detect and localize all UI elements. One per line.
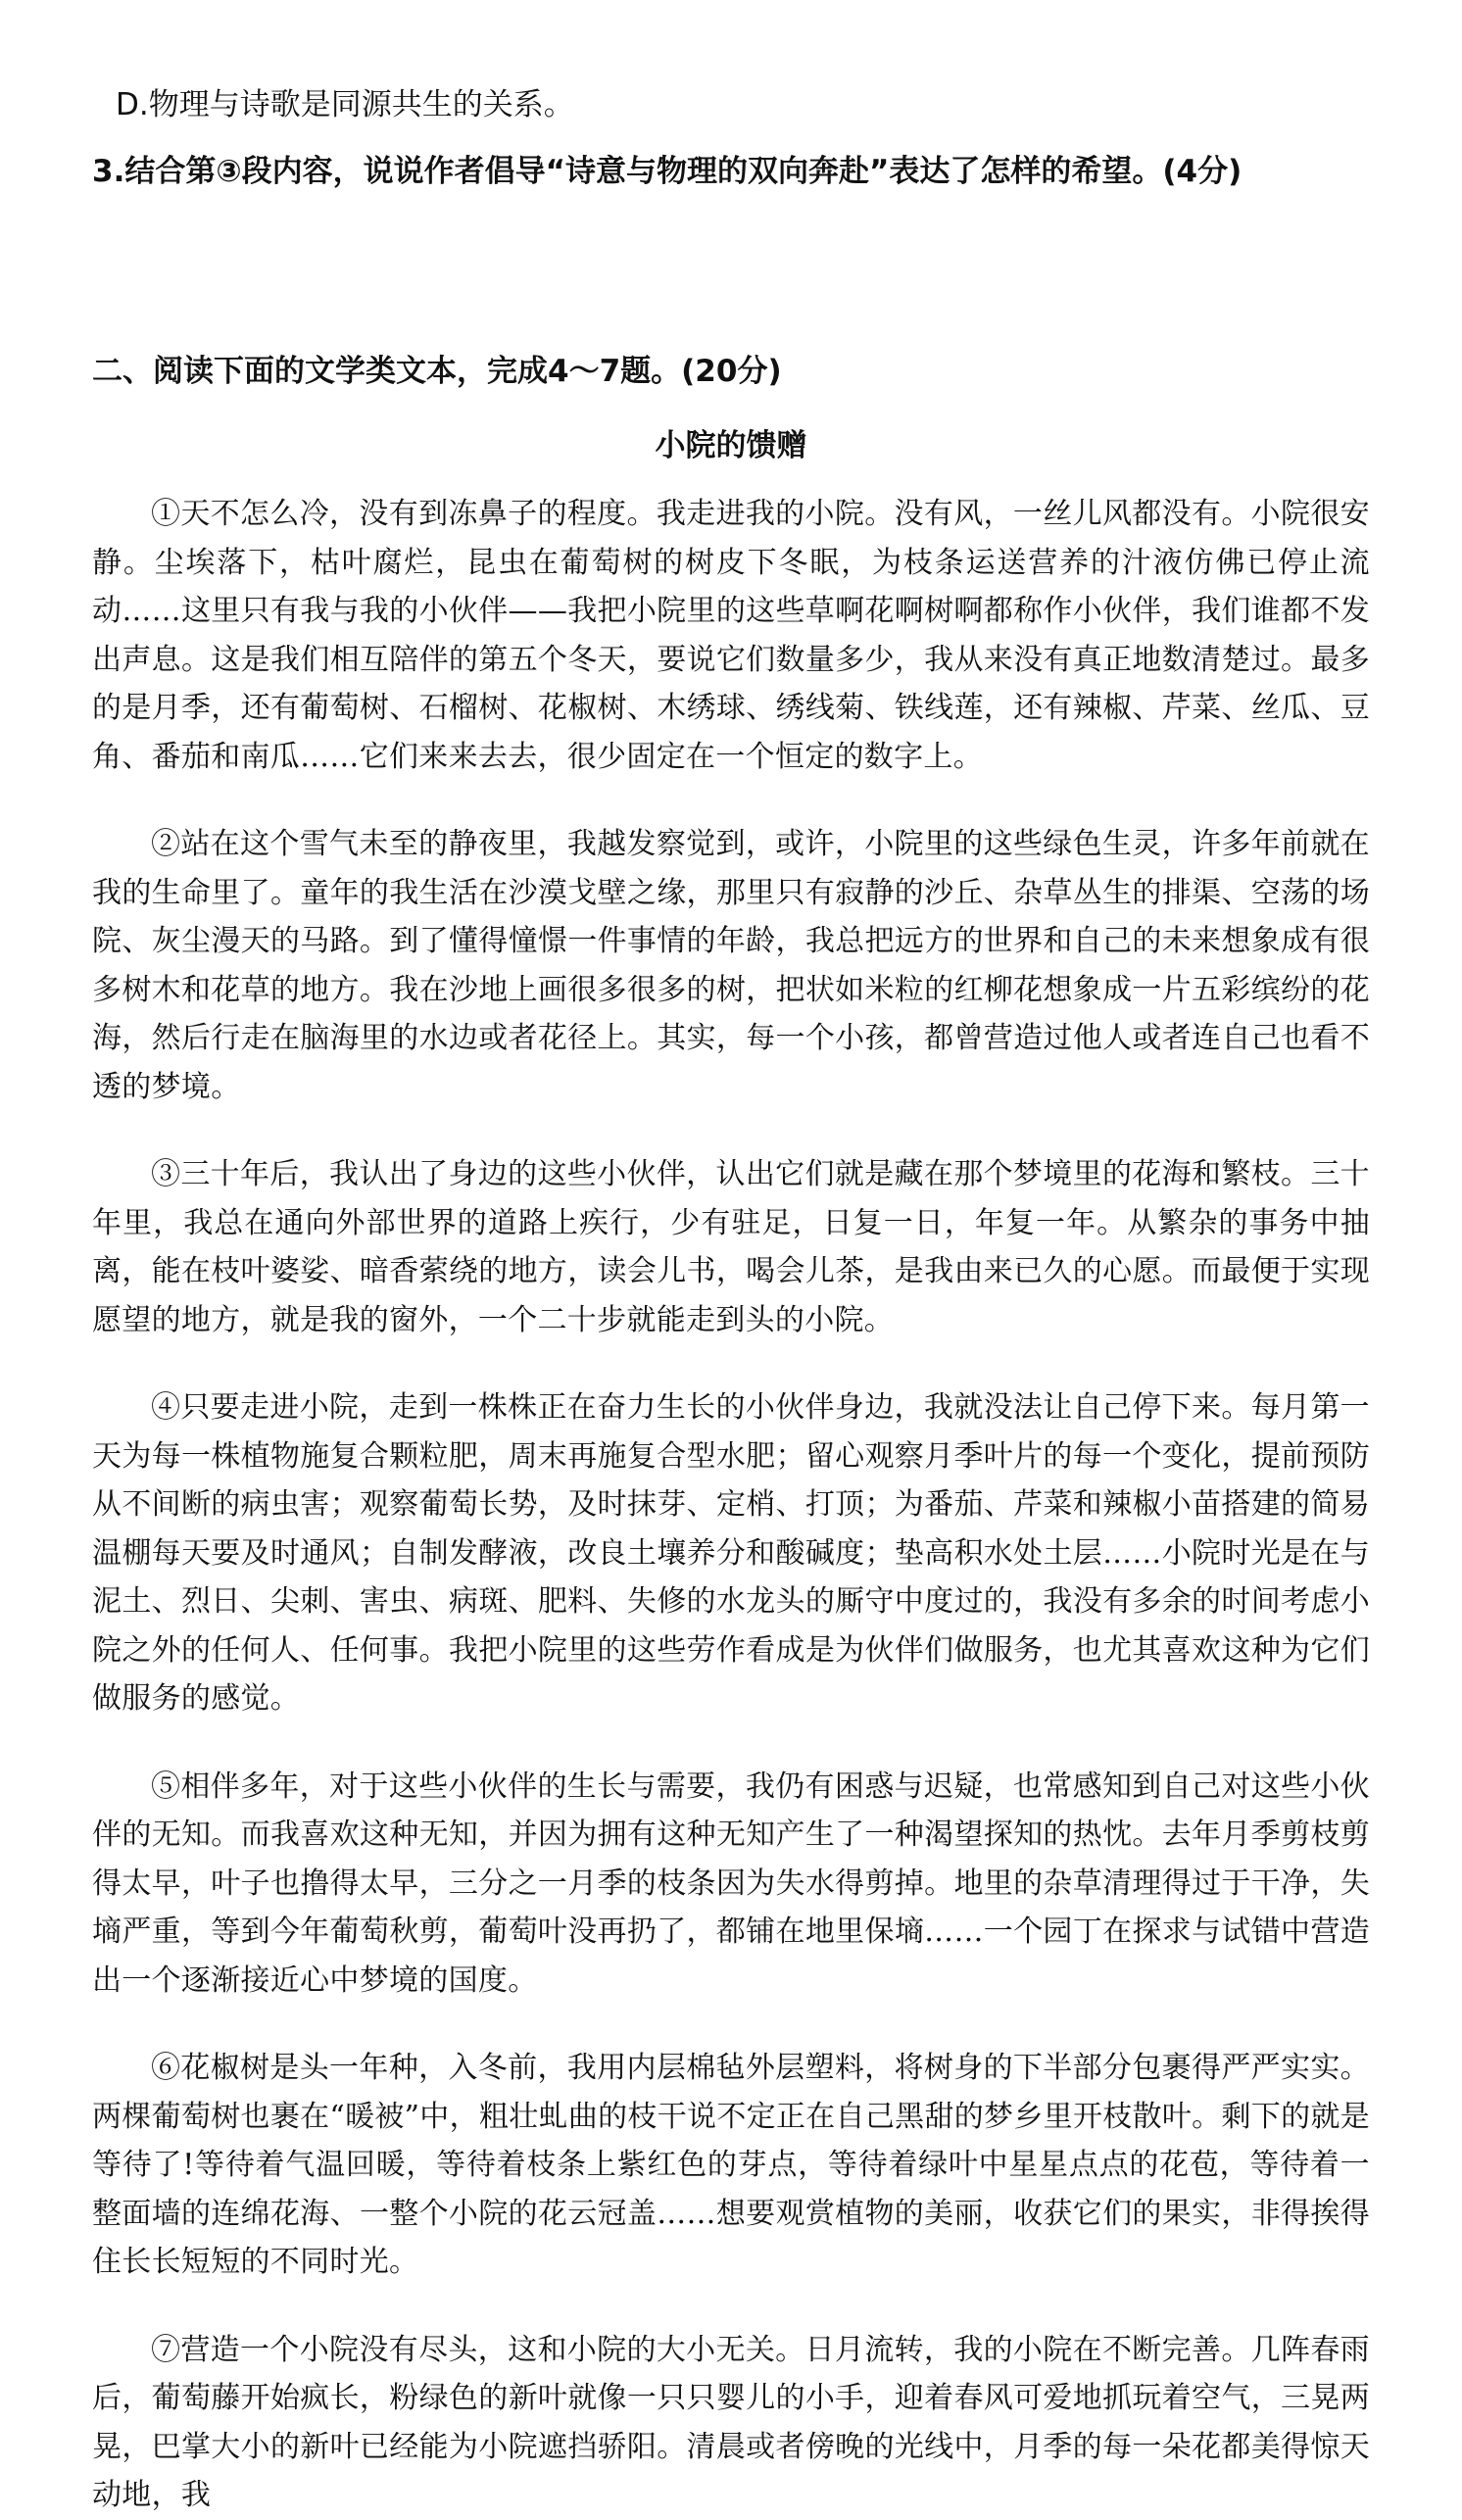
paragraph-1: ①天不怎么冷，没有到冻鼻子的程度。我走进我的小院。没有风，一丝儿风都没有。小院很安静。尘埃落下，枯叶腐烂，昆虫在葡萄树的树皮下冬眠，为枝条运送营养的汁液仿佛已停止流动……这里只有我与我的小伙伴——我把小院里的这些草啊花啊树啊都称作小伙伴，我们谁都不发出声息。这是我们相互陪伴的第五个冬天，要说它们数量多少，我从来没有真正地数清楚过。最多的是月季，还有葡萄树、石榴树、花椒树、木绣球、绣线菊、铁线莲，还有辣椒、芹菜、丝瓜、豆角、番茄和南瓜……它们来来去去，很少固定在一个恒定的数字上。 [92,497,1370,774]
question-3: 3.结合第③段内容，说说作者倡导“诗意与物理的双向奔赴”表达了怎样的希望。(4分) [92,154,1243,189]
paragraph-5: ⑤相伴多年，对于这些小伙伴的生长与需要，我仍有困惑与迟疑，也常感知到自己对这些小伙伴的无知。而我喜欢这种无知，并因为拥有这种无知产生了一种渴望探知的热忱。去年月季剪枝剪得太早，叶子也撸得太早，三分之一月季的枝条因为失水得剪掉。地里的杂草清理得过于干净，失墒严重，等到今年葡萄秋剪，葡萄叶没再扔了，都铺在地里保墒……一个园丁在探求与试错中营造出一个逐渐接近心中梦境的国度。 [92,1769,1370,1998]
article-title: 小院的馈赠 [655,428,807,463]
section-two-heading: 二、阅读下面的文学类文本，完成4～7题。(20分) [92,354,782,389]
paragraph-7: ⑦营造一个小院没有尽头，这和小院的大小无关。日月流转，我的小院在不断完善。几阵春雨后，葡萄藤开始疯长，粉绿色的新叶就像一只只婴儿的小手，迎着春风可爱地抓玩着空气，三晃两晃，巴掌大小的新叶已经能为小院遮挡骄阳。清晨或者傍晚的光线中，月季的每一朵花都美得惊天动地，我 [92,2332,1370,2512]
paragraph-6: ⑥花椒树是头一年种，入冬前，我用内层棉毡外层塑料，将树身的下半部分包裹得严严实实。两棵葡萄树也裹在“暖被”中，粗壮虬曲的枝干说不定正在自己黑甜的梦乡里开枝散叶。剩下的就是等待了!等待着气温回暖，等待着枝条上紫红色的芽点，等待着绿叶中星星点点的花苞，等待着一整面墙的连绵花海、一整个小院的花云冠盖……想要观赏植物的美丽，收获它们的果实，非得挨得住长长短短的不同时光。 [92,2051,1370,2279]
paragraph-3: ③三十年后，我认出了身边的这些小伙伴，认出它们就是藏在那个梦境里的花海和繁枝。三十年里，我总在通向外部世界的道路上疾行，少有驻足，日复一日，年复一年。从繁杂的事务中抽离，能在枝叶婆娑、暗香萦绕的地方，读会儿书，喝会儿茶，是我由来已久的心愿。而最便于实现愿望的地方，就是我的窗外，一个二十步就能走到头的小院。 [92,1157,1370,1337]
paragraph-4: ④只要走进小院，走到一株株正在奋力生长的小伙伴身边，我就没法让自己停下来。每月第一天为每一株植物施复合颗粒肥，周末再施复合型水肥；留心观察月季叶片的每一个变化，提前预防从不间断的病虫害；观察葡萄长势，及时抹芽、定梢、打顶；为番茄、芹菜和辣椒小苗搭建的简易温棚每天要及时通风；自制发酵液，改良土壤养分和酸碱度；垫高积水处土层……小院时光是在与泥土、烈日、尖刺、害虫、病斑、肥料、失修的水龙头的厮守中度过的，我没有多余的时间考虑小院之外的任何人、任何事。我把小院里的这些劳作看成是为伙伴们做服务，也尤其喜欢这种为它们做服务的感觉。 [92,1390,1370,1716]
answer-option-d: D.物理与诗歌是同源共生的关系。 [116,87,574,122]
paragraph-2: ②站在这个雪气未至的静夜里，我越发察觉到，或许，小院里的这些绿色生灵，许多年前就在我的生命里了。童年的我生活在沙漠戈壁之缘，那里只有寂静的沙丘、杂草丛生的排渠、空荡的场院、灰尘漫天的马路。到了懂得憧憬一件事情的年龄，我总把远方的世界和自己的未来想象成有很多树木和花草的地方。我在沙地上画很多很多的树，把状如米粒的红柳花想象成一片五彩缤纷的花海，然后行走在脑海里的水边或者花径上。其实，每一个小孩，都曾营造过他人或者连自己也看不透的梦境。 [92,827,1370,1104]
